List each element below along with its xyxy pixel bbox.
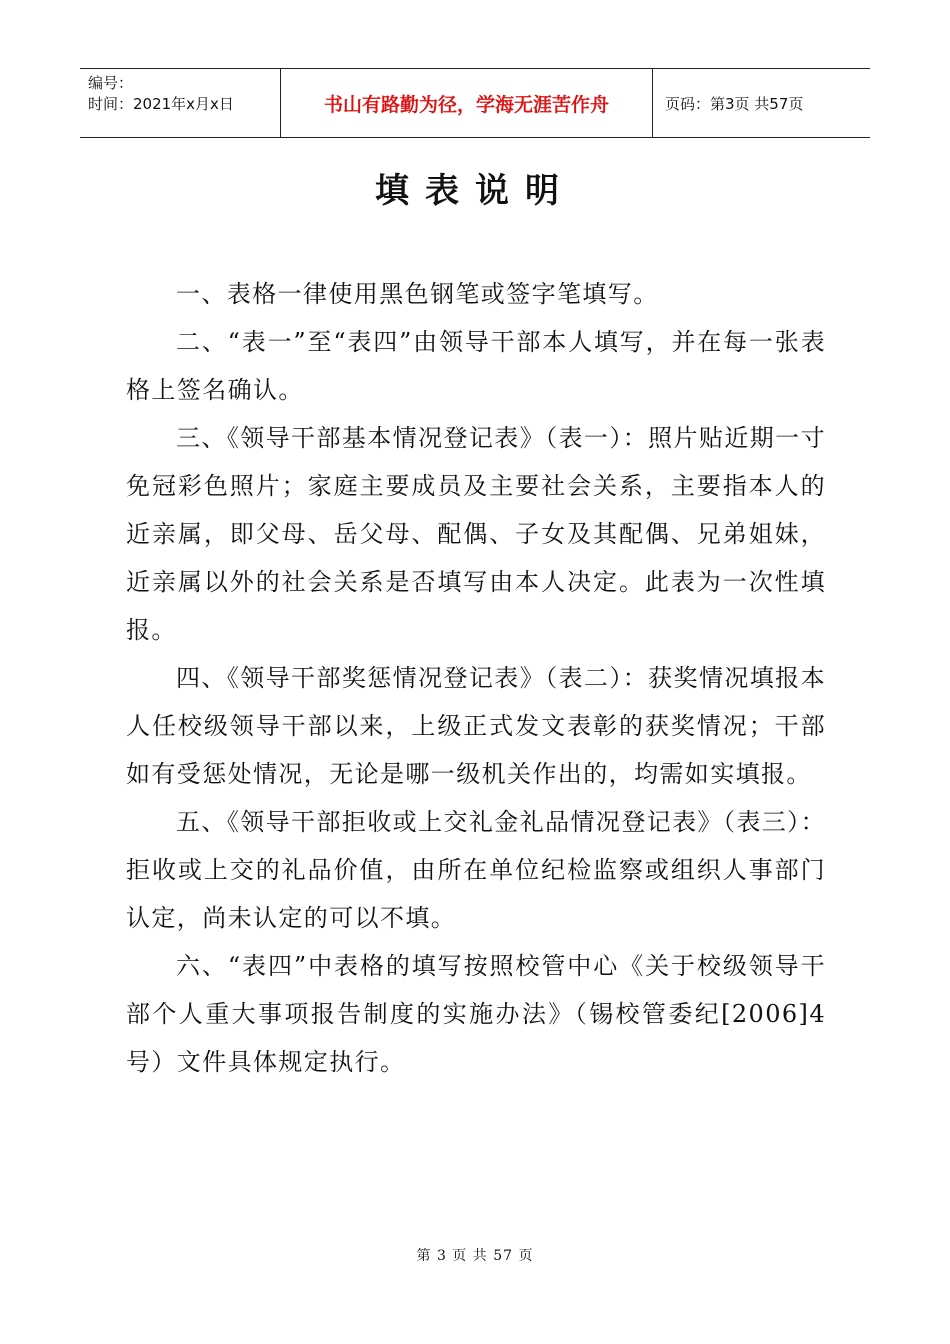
document-time: 时间：2021年x月x日: [88, 95, 234, 113]
instructions-body: [126, 270, 826, 1086]
instruction-paragraph: 四、《领导干部奖惩情况登记表》（表二）：获奖情况填报本人任校级领导干部以来，上级正式发文表彰的获奖情况；干部如有受惩处情况，无论是哪一级机关作出的，均需如实填报。: [126, 664, 826, 788]
header-motto: 书山有路勤为径，学海无涯苦作舟: [281, 69, 653, 137]
instruction-paragraph: 六、“表四”中表格的填写按照校管中心《关于校级领导干部个人重大事项报告制度的实施办法》（锡校管委纪[2006]4号）文件具体规定执行。: [126, 952, 826, 1076]
header-page-info: 页码：第3页 共57页: [665, 94, 804, 113]
page-title: 填表说明: [375, 171, 575, 211]
page-footer: 第 3 页 共 57 页: [416, 1248, 534, 1264]
document-number: 编号：: [88, 74, 134, 92]
header-meta: [80, 69, 281, 137]
instruction-paragraph: 一、表格一律使用黑色钢笔或签字笔填写。: [176, 280, 659, 308]
instruction-paragraph: 五、《领导干部拒收或上交礼金礼品情况登记表》（表三）：拒收或上交的礼品价值，由所在单位纪检监察或组织人事部门认定，尚未认定的可以不填。: [126, 808, 826, 932]
page-header: [80, 68, 870, 138]
instruction-paragraph: 三、《领导干部基本情况登记表》（表一）：照片贴近期一寸免冠彩色照片；家庭主要成员及主要社会关系，主要指本人的近亲属，即父母、岳父母、配偶、子女及其配偶、兄弟姐妹，近亲属以外的社会关系是否填写由本人决定。此表为一次性填报。: [126, 424, 826, 644]
instruction-paragraph: 二、“表一”至“表四”由领导干部本人填写，并在每一张表格上签名确认。: [126, 328, 826, 404]
